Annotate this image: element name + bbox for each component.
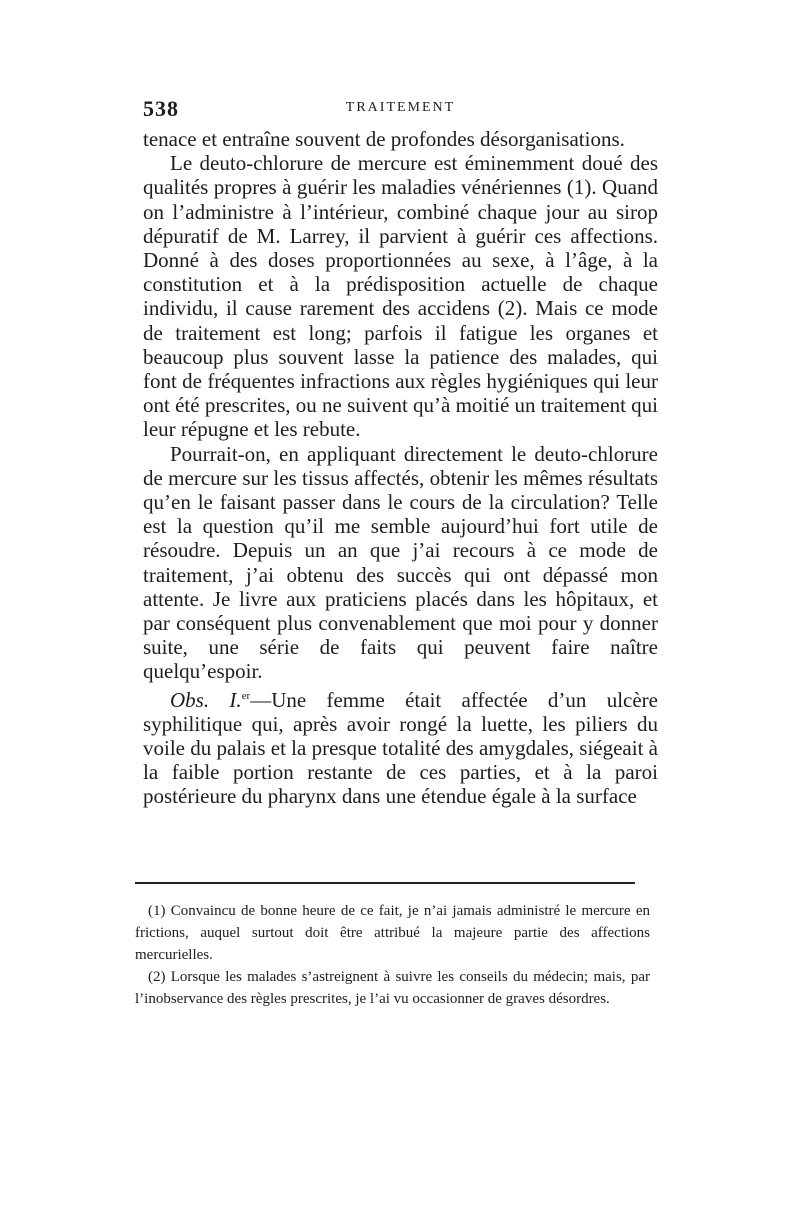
- footnote-1: (1) Convaincu de bonne heure de ce fait, je n’ai jamais administré le mercure en frictions, auquel surtout doit être attribué la majeure partie des affections mercurielles.: [135, 903, 650, 963]
- paragraph-observation: [143, 684, 658, 809]
- observation-text: —Une femme était affectée d’un ulcère syphilitique qui, après avoir rongé la luette, les piliers du voile du palais et la presque totalité des amygdales, siégeait à la faible portion restante de ces parties, et à la paroi postérieure du pharynx dans une étendue égale à la surface: [143, 687, 658, 809]
- footnote-2: (2) Lorsque les malades s’astreignent à suivre les conseils du médecin; mais, par l’inobservance des règles prescrites, je l’ai vu occasionner de graves désordres.: [135, 969, 650, 1007]
- footnotes: [135, 900, 650, 1010]
- page-number: 538: [143, 96, 179, 121]
- body-text: [143, 127, 658, 809]
- observation-superscript: er: [241, 689, 251, 702]
- running-title: TRAITEMENT: [345, 100, 456, 115]
- footnote-rule: [135, 882, 635, 884]
- observation-label: Obs. I.: [170, 687, 242, 712]
- paragraph-question: Pourrait-on, en appliquant directement le deuto-chlorure de mercure sur les tissus affectés, obtenir les mêmes résultats qu’en le faisant passer dans le cours de la circulation? Telle est la question qu’il me semble aujourd’hui fort utile de résoudre. Depuis un an que j’ai recours à ce mode de traitement, j’ai obtenu des succès qui ont dépassé mon attente. Je livre aux praticiens placés dans les hôpitaux, et par conséquent plus convenablement que moi pour y donner suite, une série de faits qui peuvent faire naître quelqu’espoir.: [143, 441, 658, 684]
- paragraph-deuto-chlorure: Le deuto-chlorure de mercure est éminemment doué des qualités propres à guérir les maladies vénériennes (1). Quand on l’administre à l’intérieur, combiné chaque jour au sirop dépuratif de M. Larrey, il parvient à guérir ces affections. Donné à des doses proportionnées au sexe, à l’âge, à la constitution et à la prédisposition actuelle de chaque individu, il cause rarement des accidens (2). Mais ce mode de traitement est long; parfois il fatigue les organes et beaucoup plus souvent lasse la patience des malades, qui font de fréquentes infractions aux règles hygiéniques qui leur ont été prescrites, ou ne suivent qu’à moitié un traitement qui leur répugne et les rebute.: [143, 151, 658, 442]
- paragraph-continuation: tenace et entraîne souvent de profondes désorganisations.: [143, 127, 625, 151]
- running-head: [143, 96, 658, 122]
